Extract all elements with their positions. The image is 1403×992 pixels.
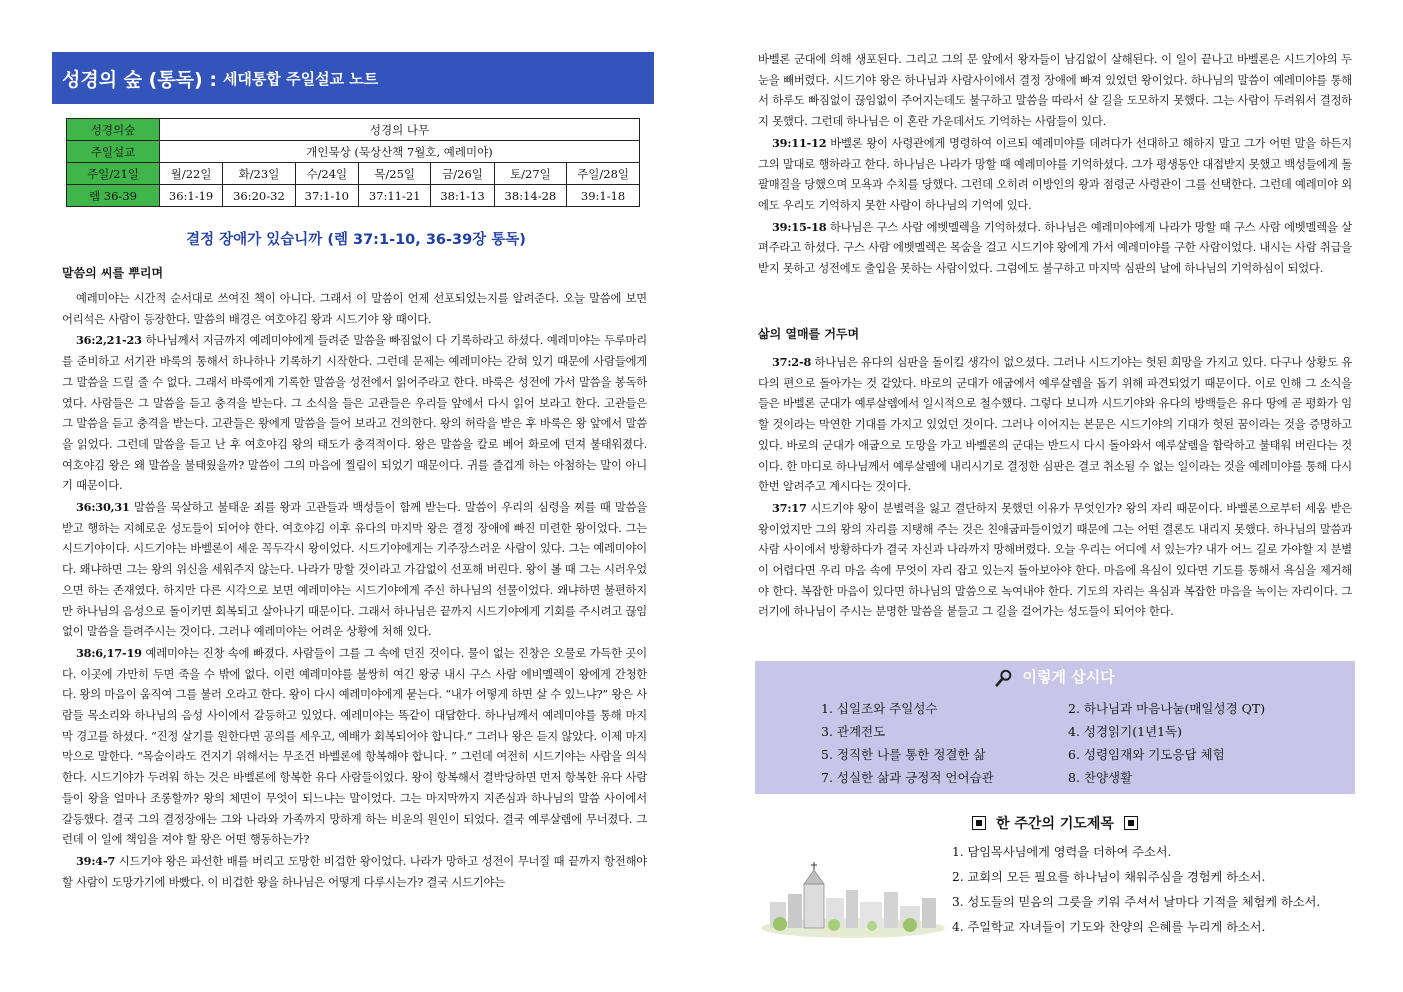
verse-ref: 37:17 [772, 500, 807, 515]
paragraph-text: 시드기야 왕이 분별력을 잃고 결단하지 못했던 이유가 무엇인가? 왕의 자리 때문이다. 바벨론으로부터 세움 받은 왕이었지만 그의 왕의 자리를 지탱해 주는 것은 친애굽파들이었기 때문에 그는 어떤 결론도 내리지 못했다. 하나님의 말씀과 사람 사이에서 방황하다가 결국 자신과 나라까지 망해버렸다. 오늘 우리는 어디에 서 있는가? 내가 어느 길로 가야할 지 분별이 어렵다면 우리 마음 속에 무엇이 자리 잡고 있는지 돌아보아야 한다. 마음에 욕심이 있다면 기도를 통해서 욕심을 제거해야 한다. 복잡한 마음이 있다면 하나님의 말씀으로 녹여내야 한다. 기도의 자리는 욕심과 복잡한 마음을 녹이는 자리이다. 그러기에 하나님이 주시는 분명한 말씀을 붙들고 그 길을 걸어가는 성도들이 되어야 한다. [758, 501, 1352, 619]
paragraph [62, 643, 647, 851]
paragraph-text: 시드기야 왕은 파선한 배를 버리고 도망한 비겁한 왕이었다. 나라가 망하고 성전이 무너질 때 끝까지 항전해야 할 사람이 도망가기에 바빴다. 이 비겁한 왕을 하나님은 어떻게 다루시는가? 결국 시드기야는 [62, 854, 647, 889]
table-row [67, 141, 640, 163]
table-cell: 토/27일 [494, 163, 567, 185]
paragraph-text: 하나님은 구스 사람 에벳멜렉을 기억하셨다. 하나님은 예레미야에게 나라가 망할 때 구스 사람 에벳멜렉을 살펴주라고 하셨다. 구스 사람 에벳멜렉은 목숨을 걸고 시드기야 왕에게 가서 예레미야를 구한 사람이었다. 내시는 사람 취급을 받지 못하고 성전에도 출입을 못하는 사람이었다. 그럼에도 불구하고 마지막 심판의 날에 하나님의 기억하심이 되었다. [758, 220, 1352, 276]
list-item: 2. 하나님과 마음나눔(매일성경 QT) [1068, 701, 1266, 716]
table-cell: 개인묵상 (묵상산책 7월호, 예레미야) [160, 141, 640, 163]
section-heading-seed: 말씀의 씨를 뿌리며 [62, 266, 164, 280]
paragraph-text: 하나님께서 지금까지 예레미야에게 들려준 말씀을 빠짐없이 다 기록하라고 하셨다. 예레미야는 두루마리를 준비하고 서기관 바룩의 통해서 하나하나 기록하기 시작한다. 그런데 문제는 예레미야는 갇혀 있기 때문에 사람들에게 그 말씀을 드릴 줄 수 없다. 그래서 바룩에게 기록한 말씀을 성전에서 읽어주라고 한다. 바룩은 성전에 가서 말씀을 봉독하였다. 사람들은 그 말씀을 듣고 충격을 받는다. 그 소식을 들은 고관들은 우리들 앞에서 다시 읽어 보라고 한다. 고관들은 그 말씀을 듣고 충격을 받는다. 고관들은 왕에게 말씀을 들어 보라고 건의한다. 왕의 허락을 받은 후 바룩은 왕 앞에서 말씀을 읽었다. 그런데 말씀을 듣고 난 후 여호야김 왕의 태도가 충격적이다. 왕은 말씀을 칼로 베어 화로에 던져 불태워졌다. 여호야김 왕은 왜 말씀을 불태웠을까? 말씀이 그의 마음에 찔림이 되었기 때문이다. 귀를 즐겁게 하는 아첨하는 말이 아니기 때문이다. [62, 334, 647, 493]
header-banner [52, 52, 654, 104]
table-cell: 36:20-32 [223, 185, 296, 207]
square-bullet-icon [1124, 816, 1138, 830]
verse-ref: 37:2-8 [772, 355, 812, 369]
table-cell: 성경의숲 [67, 119, 160, 141]
paragraph [62, 851, 647, 893]
paragraph-text: 예레미야는 진창 속에 빠졌다. 사람들이 그를 그 속에 던진 것이다. 물이 없는 진창은 오물로 가득한 곳이다. 이곳에 가만히 두면 죽을 수 밖에 없다. 이런 예레미야를 불쌍히 여긴 왕궁 내시 구스 사람 에비멜렉이 왕에게 간청한다. 왕의 마음이 움직여 그를 불러 오라고 한다. 왕이 다시 예레미야에게 묻는다. “내가 어떻게 하면 살 수 있느냐?” 왕은 사람들 목소리와 하나님의 음성 사이에서 갈등하고 있었다. 예레미야는 똑같이 대답한다. 하나님께서 예레미야를 통해 마지막 경고를 하셨다. “진정 살기를 원한다면 공의를 세우고, 예배가 회복되어야 합니다.” 그러나 왕은 듣지 않았다. 이제 마지막으로 말한다. “목숨이라도 건지기 위해서는 무조건 바벨론에 항복해야 합니다. ” 그런데 여전히 시드기야는 사람을 의식한다. 시드기야가 두려워 하는 것은 바벨론에 항복한 유다 사람들이었다. 왕이 항복해서 결박당하면 먼저 항복한 유다 사람들이 왕을 얼마나 조롱할까? 왕의 체면이 무엇이 되느냐는 말이었다. 그는 마지막까지 지존심과 하나님의 말씀 사이에서 갈등했다. 결국 그의 결정장애는 그와 나라와 가족까지 망하게 하는 비운의 원인이 되었다. 결국 예루살렘에 무너졌다. 그런데 이 일에 책임을 져야 할 왕은 어떤 행동하는가? [62, 646, 647, 847]
paragraph [758, 217, 1352, 280]
table-cell: 36:1-19 [160, 185, 223, 207]
table-cell: 목/25일 [358, 163, 431, 185]
list-item: 5. 정직한 나를 통한 정결한 삶 [821, 747, 986, 762]
verse-ref: 36:30,31 [76, 500, 130, 515]
verse-ref: 39:4-7 [76, 853, 116, 868]
list-item: 4. 주일학교 자녀들이 기도와 찬양의 은혜를 누리게 하소서. [952, 920, 1266, 934]
paragraph-text: 바벨론 왕이 사령관에게 명령하여 이르되 예레미야를 데려다가 선대하고 해하지 말고 그가 어떤 말을 하든지 그의 말대로 행하라고 한다. 하나님은 나라가 망할 때 예레미야를 기억하셨다. 그가 평생동안 대접받지 못했고 백성들에게 돌팔매질을 당했으며 모욕과 수치를 당했다. 그런데 오히려 이방인의 왕과 점령군 사령관이 그를 선택한다. 그런데 예레미야 외에도 우리도 기억하지 못한 사람이 하나님의 기억에 있다. [758, 136, 1352, 212]
table-cell: 37:1-10 [295, 185, 358, 207]
square-bullet-icon [972, 816, 986, 830]
paragraph-text: 말씀을 묵살하고 불태운 죄를 왕과 고관들과 백성들이 함께 받는다. 말씀이 우리의 심령을 찌를 때 말씀을 받고 행하는 지혜로운 성도들이 되어야 한다. 여호야김 이후 유다의 마지막 왕은 결정 장애에 빠진 미련한 왕이었다. 그는 시드기야이다. 시드기야는 바벨론이 세운 꼭두각시 왕이었다. 시드기야에게는 기주장스러운 사람이 있다. 그는 예레미야이다. 왜냐하면 그는 왕의 위신을 세워주지 않는다. 나라가 망할 것이라고 가감없이 선포해 버린다. 왕이 볼 때 그는 시러우었으면 하는 존재였다. 하지만 다른 시각으로 보면 예레미야는 시드기야에게 주신 하나님의 선물이었다. 왜냐하면 불편하지만 하나님의 음성으로 돌이키면 회복되고 살아나기 때문이다. 그래서 하나님은 끝까지 시드기야에게 기회를 주시려고 끊임없이 말씀을 들려주시는 것이다. 그러나 예레미야는 어려운 상황에 처해 있다. [62, 501, 647, 639]
sermon-title: 결정 장애가 있습니까 (렘 37:1-10, 36-39장 통독) [186, 232, 526, 248]
table-row [67, 163, 640, 185]
live-like-this-box [755, 661, 1355, 794]
list-item: 6. 성령임재와 기도응답 체험 [1068, 747, 1225, 762]
table-cell: 금/26일 [431, 163, 494, 185]
table-cell: 성경의 나무 [160, 119, 640, 141]
prayer-title-text: 한 주간의 기도제목 [996, 816, 1114, 832]
list-item: 3. 관계전도 [821, 724, 886, 739]
paragraph [758, 352, 1352, 498]
table-cell: 37:11-21 [358, 185, 431, 207]
paragraph: 바벨론 군대에 의해 생포된다. 그리고 그의 문 앞에서 왕자들이 남김없이 살해된다. 이 일이 끝나고 바벨론은 시드기야의 두 눈을 빼버렸다. 시드기야 왕은 하나님과 사람사이에서 결정 장애에 빠져 있었던 왕이었다. 하나님의 말씀이 예레미야를 통해서 하루도 빠짐없이 끊임없이 주어지는데도 불구하고 말씀을 따라서 살 길을 도모하지 못했다. 그는 사람이 두려워서 결정하지 못했다. 그런데 하나님은 이 혼란 가운데서도 기억하는 사람들이 있다. [758, 53, 1352, 129]
table-cell: 39:1-18 [567, 185, 640, 207]
paragraph [62, 497, 647, 643]
header-title: 성경의 숲 (통독) : [62, 68, 217, 91]
table-row [67, 185, 640, 207]
reading-schedule-table [66, 118, 640, 207]
table-cell: 월/22일 [160, 163, 223, 185]
verse-ref: 39:11-12 [772, 135, 827, 150]
list-item: 7. 성실한 삶과 긍정적 언어습관 [821, 770, 994, 785]
church-city-illustration [760, 862, 946, 940]
table-cell: 수/24일 [295, 163, 358, 185]
list-item: 1. 담임목사님에게 영력을 더하여 주소서. [952, 845, 1172, 859]
table-cell: 38:14-28 [494, 185, 567, 207]
table-cell: 주일/21일 [67, 163, 160, 185]
verse-ref: 39:15-18 [772, 219, 827, 234]
prayer-list [952, 840, 1320, 940]
live-box-title-text: 이렇게 삽시다 [1022, 668, 1115, 686]
table-cell: 주일/28일 [567, 163, 640, 185]
list-item: 1. 십일조와 주일성수 [821, 701, 938, 716]
paragraph [758, 133, 1352, 217]
table-cell: 38:1-13 [431, 185, 494, 207]
list-item: 8. 찬양생활 [1068, 770, 1133, 785]
section-heading-fruit: 삶의 열매를 거두며 [758, 327, 860, 341]
right-body-text [758, 50, 1352, 280]
right-body-text-2 [758, 352, 1352, 623]
header-subtitle: 세대통합 주일설교 노트 [222, 69, 379, 88]
table-cell: 렘 36-39 [67, 185, 160, 207]
left-body-text [62, 289, 647, 893]
table-cell: 화/23일 [223, 163, 296, 185]
paragraph [758, 498, 1352, 623]
live-list-right [1068, 697, 1265, 789]
table-cell: 주일설교 [67, 141, 160, 163]
live-box-title [755, 666, 1355, 687]
prayer-title [972, 813, 1138, 833]
paragraph: 예레미야는 시간적 순서대로 쓰여진 책이 아니다. 그래서 이 말씀이 언제 선포되었는지를 알려준다. 오늘 말씀에 보면 어리석은 사람이 등장한다. 말씀의 배경은 여호야김 왕과 시드기야 왕 때이다. [62, 292, 647, 326]
list-item: 3. 성도들의 믿음의 그릇을 키워 주셔서 날마다 기적을 체험케 하소서. [952, 895, 1321, 909]
verse-ref: 36:2,21-23 [76, 333, 142, 348]
list-item: 2. 교회의 모든 필요를 하나님이 채워주심을 경험케 하소서. [952, 870, 1266, 884]
list-item: 4. 성경읽기(1년1독) [1068, 724, 1183, 739]
magnifier-icon [995, 669, 1013, 687]
paragraph-text: 하나님은 유다의 심판을 돌이킬 생각이 없으셨다. 그러나 시드기야는 헛된 희망을 가지고 있다. 다구나 상황도 유다의 편으로 돌아가는 것 같았다. 바로의 군대가 애굽에서 예루살렘을 돕기 위해 파견되었기 때문이다. 이로 인해 그 소식을 들은 바벨론 군대가 예루살렘에서 일시적으로 철수했다. 그렇다 보니까 시드기야와 유다의 방백들은 유다 땅에 곧 평화가 임할 것이라는 막연한 기대를 가지고 있었던 것이다. 그러나 이어지는 본문은 시드기야의 기대가 헛된 꿈이라는 것을 증명하고 있다. 바로의 군대가 애굽으로 도망을 가고 바벨론의 군대는 반드시 다시 돌아와서 예루살렘을 함락하고 불태워 버린다는 것이다. 한 마디로 하나님께서 예루살렘에 내리시기로 결정한 심판은 결코 취소될 수 없는 일이라는 것을 예레미야를 통해 다시 한번 알려주고 계시다는 것이다. [758, 356, 1352, 494]
paragraph [62, 330, 647, 497]
live-list-left [821, 697, 994, 789]
table-row [67, 119, 640, 141]
verse-ref: 38:6,17-19 [76, 645, 142, 660]
